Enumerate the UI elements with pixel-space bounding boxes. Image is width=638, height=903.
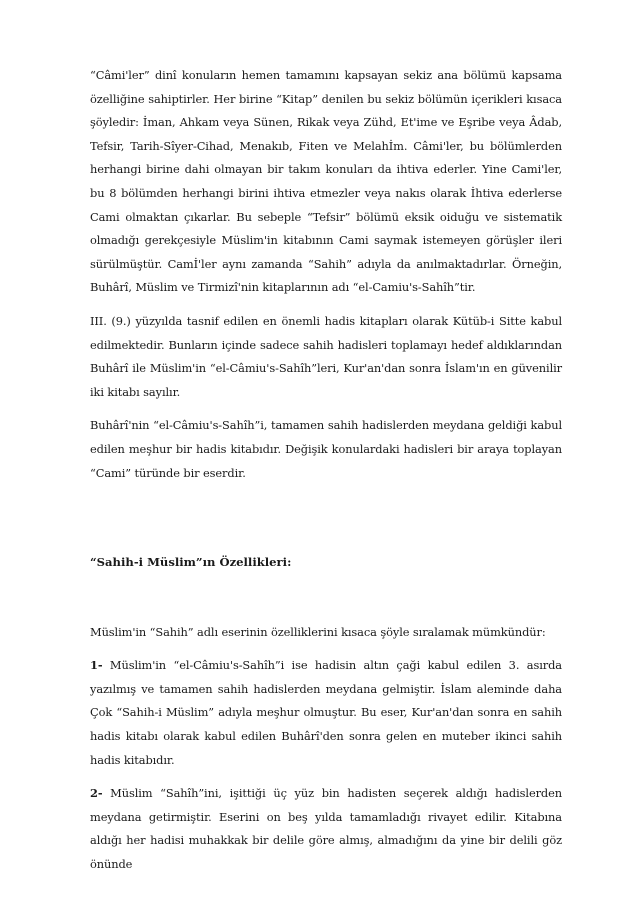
list-item-1 [90,654,562,772]
section-heading: “Sahih-i Müslim”ın Özellikleri: [90,555,292,570]
paragraph-buhari: Buhârî'nin “el-Câmiu's-Sahîh”i, tamamen sahih hadislerden meydana geldiği kabul edilen meşhur bir hadis kitabıdır. Değişik konulardaki hadisleri bir araya toplayan “Cami” türünde bir eserdir. [90,418,562,480]
list-item-2 [90,782,562,876]
paragraph-kutub-i-sitte: III. (9.) yüzyılda tasnif edilen en önemli hadis kitapları olarak Kütüb-i Sitte kabul edilmektedir. Bunların içinde sadece sahih hadisleri toplamayı hedef aldıklarından Buhârî ile Müslim'in “el-Câmiu's-Sahîh”leri, Kur'an'dan sonra İslam'ın en güvenilir iki kitabı sayılır. [90,313,562,399]
spacer [90,495,562,551]
list-item-number: 2- [90,786,103,801]
list-item-number: 1- [90,658,103,673]
paragraph-camiler: “Câmi'ler” dinî konuların hemen tamamını kapsayan sekiz ana bölümü kapsama özelliğine sahiptirler. Her birine “Kitap” denilen bu sekiz bölümün içerikleri kısaca şöyledir: İman, Ahkam veya Sünen, Rikak veya Zühd, Et'ime ve Eşribe veya Âdab, Tefsir, Tarih-Sîyer-Cihad, Menakıb, Fiten ve Melahİm. Câmi'ler, bu bölümlerden herhangi birine dahi olmayan bir takım konuları da ihtiva ederler. Yine Cami'ler, bu 8 bölümden herhangi birini ihtiva etmezler veya nakıs olarak İhtiva ederlerse Cami olmaktan çıkarlar. Bu sebeple “Tefsir” bölümü eksik oiduğu ve sistematik olmadığı gerekçesiyle Müslim'in kitabının Cami saymak istemeyen görüşler ileri sürülmüştür. Camİ'ler aynı zamanda “Sahih” adıyla da anılmaktadırlar. Örneğin, Buhârî, Müslim ve Tirmizî'nin kitaplarının adı “el-Camiu's-Sahîh”tir. [90,68,562,295]
list-item-text: Müslim'in “el-Câmiu's-Sahîh”i ise hadisin altın çaği kabul edilen 3. asırda yazılmış ve tamamen sahih hadislerden meydana gelmiştir. İslam aleminde daha Çok “Sahih-i Müslim” adıyla meşhur olmuştur. Bu eser, Kur'an'dan sonra en sahih hadis kitabı olarak kabul edilen Buhârî'den sonra gelen en muteber ikinci sahih hadis kitabıdır. [90,658,562,767]
list-item-text: Müslim “Sahîh”ini, işittiği üç yüz bin hadisten seçerek aldığı hadislerden meydana getirmiştir. Eserini on beş yılda tamamladığı rivayet edilir. Kitabına aldığı her hadisi muhakkak bir delile göre almış, almadığını da yine bir delili göz önünde [90,786,562,872]
paragraph-intro: Müslim'in “Sahih” adlı eserinin özelliklerini kısaca şöyle sıralamak mümkündür: [90,624,546,639]
spacer [90,575,562,621]
